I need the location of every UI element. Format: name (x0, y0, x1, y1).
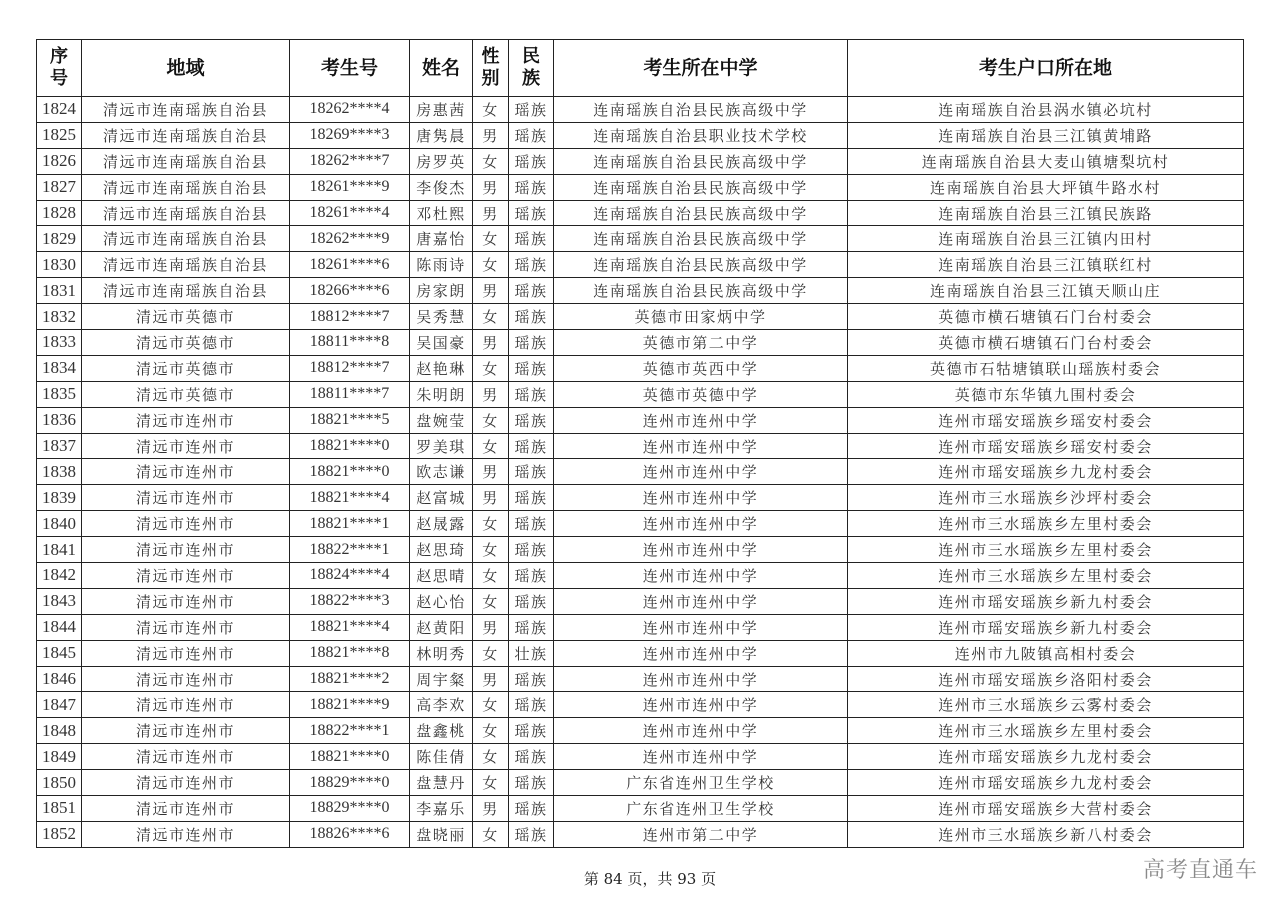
cell-school: 连州市连州中学 (554, 407, 848, 433)
cell-ethnicity: 瑶族 (509, 252, 554, 278)
cell-school: 广东省连州卫生学校 (554, 796, 848, 822)
cell-exam-id: 18261****9 (290, 174, 410, 200)
cell-household: 连州市瑶安瑶族乡洛阳村委会 (848, 666, 1244, 692)
cell-school: 连州市连州中学 (554, 588, 848, 614)
cell-region: 清远市连州市 (82, 563, 290, 589)
cell-gender: 女 (473, 640, 509, 666)
cell-household: 连州市瑶安瑶族乡瑶安村委会 (848, 433, 1244, 459)
cell-name: 陈雨诗 (410, 252, 473, 278)
table-header-row (37, 40, 1244, 97)
table-row (37, 304, 1244, 330)
cell-gender: 女 (473, 355, 509, 381)
cell-ethnicity: 瑶族 (509, 174, 554, 200)
table-row (37, 796, 1244, 822)
cell-seq: 1850 (37, 770, 82, 796)
cell-region: 清远市连州市 (82, 407, 290, 433)
cell-exam-id: 18822****1 (290, 537, 410, 563)
cell-school: 连州市连州中学 (554, 485, 848, 511)
cell-ethnicity: 瑶族 (509, 433, 554, 459)
cell-region: 清远市连南瑶族自治县 (82, 97, 290, 123)
cell-ethnicity: 瑶族 (509, 770, 554, 796)
cell-region: 清远市连州市 (82, 459, 290, 485)
table-row (37, 718, 1244, 744)
cell-exam-id: 18826****6 (290, 821, 410, 847)
cell-gender: 女 (473, 433, 509, 459)
cell-gender: 男 (473, 174, 509, 200)
cell-gender: 女 (473, 407, 509, 433)
cell-exam-id: 18262****9 (290, 226, 410, 252)
cell-region: 清远市英德市 (82, 330, 290, 356)
cell-household: 连州市三水瑶族乡左里村委会 (848, 718, 1244, 744)
cell-seq: 1840 (37, 511, 82, 537)
cell-gender: 女 (473, 537, 509, 563)
cell-exam-id: 18821****5 (290, 407, 410, 433)
cell-gender: 男 (473, 796, 509, 822)
header-seq-label: 序号 (50, 46, 68, 89)
cell-name: 朱明朗 (410, 381, 473, 407)
cell-ethnicity: 瑶族 (509, 821, 554, 847)
table-body (37, 97, 1244, 848)
cell-seq: 1843 (37, 588, 82, 614)
cell-seq: 1848 (37, 718, 82, 744)
cell-region: 清远市连州市 (82, 511, 290, 537)
cell-gender: 男 (473, 666, 509, 692)
cell-ethnicity: 瑶族 (509, 304, 554, 330)
cell-school: 连州市连州中学 (554, 718, 848, 744)
cell-school: 连州市连州中学 (554, 511, 848, 537)
cell-household: 连州市瑶安瑶族乡瑶安村委会 (848, 407, 1244, 433)
cell-name: 房罗英 (410, 148, 473, 174)
cell-ethnicity: 瑶族 (509, 226, 554, 252)
table-row (37, 407, 1244, 433)
cell-region: 清远市连南瑶族自治县 (82, 252, 290, 278)
table-row (37, 692, 1244, 718)
cell-seq: 1831 (37, 278, 82, 304)
cell-seq: 1825 (37, 122, 82, 148)
cell-school: 连州市连州中学 (554, 692, 848, 718)
cell-school: 连州市连州中学 (554, 640, 848, 666)
cell-seq: 1835 (37, 381, 82, 407)
cell-school: 连南瑶族自治县民族高级中学 (554, 97, 848, 123)
cell-region: 清远市连州市 (82, 770, 290, 796)
table-row (37, 770, 1244, 796)
cell-region: 清远市英德市 (82, 355, 290, 381)
cell-name: 房惠茜 (410, 97, 473, 123)
cell-ethnicity: 瑶族 (509, 407, 554, 433)
cell-household: 连州市三水瑶族乡云雾村委会 (848, 692, 1244, 718)
cell-exam-id: 18812****7 (290, 355, 410, 381)
cell-region: 清远市连州市 (82, 614, 290, 640)
cell-seq: 1845 (37, 640, 82, 666)
header-region: 地域 (82, 40, 290, 97)
cell-school: 连州市连州中学 (554, 744, 848, 770)
cell-household: 连南瑶族自治县三江镇天顺山庄 (848, 278, 1244, 304)
cell-seq: 1841 (37, 537, 82, 563)
cell-household: 英德市东华镇九围村委会 (848, 381, 1244, 407)
cell-region: 清远市连南瑶族自治县 (82, 148, 290, 174)
cell-region: 清远市连州市 (82, 666, 290, 692)
cell-name: 赵晟露 (410, 511, 473, 537)
cell-region: 清远市连州市 (82, 640, 290, 666)
cell-school: 连南瑶族自治县民族高级中学 (554, 200, 848, 226)
cell-household: 连南瑶族自治县大麦山镇塘梨坑村 (848, 148, 1244, 174)
cell-gender: 男 (473, 330, 509, 356)
cell-school: 英德市英西中学 (554, 355, 848, 381)
table-row (37, 640, 1244, 666)
table-row (37, 588, 1244, 614)
cell-seq: 1852 (37, 821, 82, 847)
header-gender (473, 40, 509, 97)
cell-exam-id: 18822****1 (290, 718, 410, 744)
cell-name: 赵思晴 (410, 563, 473, 589)
cell-gender: 女 (473, 226, 509, 252)
cell-exam-id: 18821****4 (290, 614, 410, 640)
cell-ethnicity: 瑶族 (509, 796, 554, 822)
header-name: 姓名 (410, 40, 473, 97)
cell-region: 清远市英德市 (82, 381, 290, 407)
cell-seq: 1830 (37, 252, 82, 278)
cell-name: 唐隽晨 (410, 122, 473, 148)
cell-name: 邓杜熙 (410, 200, 473, 226)
cell-gender: 男 (473, 614, 509, 640)
cell-household: 连南瑶族自治县三江镇联红村 (848, 252, 1244, 278)
cell-school: 连州市连州中学 (554, 537, 848, 563)
cell-ethnicity: 瑶族 (509, 511, 554, 537)
cell-household: 连南瑶族自治县涡水镇必坑村 (848, 97, 1244, 123)
cell-exam-id: 18821****2 (290, 666, 410, 692)
cell-seq: 1834 (37, 355, 82, 381)
cell-name: 盘婉莹 (410, 407, 473, 433)
table-row (37, 666, 1244, 692)
cell-seq: 1836 (37, 407, 82, 433)
cell-seq: 1838 (37, 459, 82, 485)
cell-ethnicity: 瑶族 (509, 278, 554, 304)
cell-household: 连南瑶族自治县三江镇民族路 (848, 200, 1244, 226)
cell-gender: 女 (473, 588, 509, 614)
cell-name: 周宇粲 (410, 666, 473, 692)
header-ethnicity-label: 民族 (522, 46, 540, 89)
cell-name: 唐嘉怡 (410, 226, 473, 252)
table-row (37, 744, 1244, 770)
cell-exam-id: 18821****8 (290, 640, 410, 666)
cell-exam-id: 18829****0 (290, 770, 410, 796)
cell-name: 林明秀 (410, 640, 473, 666)
cell-ethnicity: 瑶族 (509, 537, 554, 563)
cell-ethnicity: 瑶族 (509, 563, 554, 589)
cell-exam-id: 18821****0 (290, 744, 410, 770)
cell-household: 连南瑶族自治县大坪镇牛路水村 (848, 174, 1244, 200)
cell-name: 陈佳倩 (410, 744, 473, 770)
cell-gender: 女 (473, 304, 509, 330)
header-gender-label: 性别 (481, 46, 500, 89)
cell-exam-id: 18811****8 (290, 330, 410, 356)
cell-household: 连州市三水瑶族乡新八村委会 (848, 821, 1244, 847)
cell-ethnicity: 瑶族 (509, 485, 554, 511)
cell-seq: 1833 (37, 330, 82, 356)
cell-gender: 男 (473, 485, 509, 511)
table-row (37, 200, 1244, 226)
table-row (37, 174, 1244, 200)
brand-watermark: 高考直通车 (1143, 858, 1259, 883)
cell-exam-id: 18829****0 (290, 796, 410, 822)
cell-gender: 女 (473, 148, 509, 174)
cell-school: 连州市连州中学 (554, 614, 848, 640)
cell-name: 罗美琪 (410, 433, 473, 459)
cell-exam-id: 18821****0 (290, 433, 410, 459)
cell-name: 吴秀慧 (410, 304, 473, 330)
cell-exam-id: 18262****7 (290, 148, 410, 174)
cell-region: 清远市连州市 (82, 718, 290, 744)
cell-region: 清远市连州市 (82, 744, 290, 770)
cell-name: 吴国豪 (410, 330, 473, 356)
cell-region: 清远市连州市 (82, 588, 290, 614)
cell-school: 连南瑶族自治县民族高级中学 (554, 148, 848, 174)
cell-seq: 1828 (37, 200, 82, 226)
cell-exam-id: 18821****1 (290, 511, 410, 537)
cell-school: 连南瑶族自治县民族高级中学 (554, 252, 848, 278)
cell-household: 连州市三水瑶族乡沙坪村委会 (848, 485, 1244, 511)
cell-school: 连南瑶族自治县民族高级中学 (554, 226, 848, 252)
cell-gender: 男 (473, 381, 509, 407)
cell-region: 清远市连州市 (82, 821, 290, 847)
cell-school: 连州市连州中学 (554, 666, 848, 692)
table-row (37, 122, 1244, 148)
student-roster-table (36, 39, 1244, 848)
cell-household: 连州市瑶安瑶族乡大营村委会 (848, 796, 1244, 822)
cell-household: 连州市九陂镇高相村委会 (848, 640, 1244, 666)
cell-seq: 1842 (37, 563, 82, 589)
table-row (37, 563, 1244, 589)
cell-exam-id: 18822****3 (290, 588, 410, 614)
cell-school: 连南瑶族自治县职业技术学校 (554, 122, 848, 148)
cell-region: 清远市连州市 (82, 433, 290, 459)
cell-ethnicity: 壮族 (509, 640, 554, 666)
cell-name: 房家朗 (410, 278, 473, 304)
cell-household: 英德市石牯塘镇联山瑶族村委会 (848, 355, 1244, 381)
cell-seq: 1826 (37, 148, 82, 174)
cell-seq: 1849 (37, 744, 82, 770)
cell-name: 赵思琦 (410, 537, 473, 563)
cell-ethnicity: 瑶族 (509, 666, 554, 692)
table-row (37, 433, 1244, 459)
cell-seq: 1846 (37, 666, 82, 692)
cell-gender: 女 (473, 252, 509, 278)
cell-ethnicity: 瑶族 (509, 614, 554, 640)
cell-region: 清远市连州市 (82, 485, 290, 511)
cell-gender: 女 (473, 563, 509, 589)
header-ethnicity (509, 40, 554, 97)
cell-region: 清远市连南瑶族自治县 (82, 226, 290, 252)
cell-exam-id: 18824****4 (290, 563, 410, 589)
cell-exam-id: 18821****9 (290, 692, 410, 718)
cell-exam-id: 18821****4 (290, 485, 410, 511)
cell-household: 连州市三水瑶族乡左里村委会 (848, 511, 1244, 537)
cell-name: 盘晓丽 (410, 821, 473, 847)
cell-gender: 女 (473, 97, 509, 123)
cell-exam-id: 18269****3 (290, 122, 410, 148)
cell-school: 英德市第二中学 (554, 330, 848, 356)
cell-seq: 1844 (37, 614, 82, 640)
table-row (37, 459, 1244, 485)
cell-household: 连州市瑶安瑶族乡九龙村委会 (848, 770, 1244, 796)
table-row (37, 226, 1244, 252)
cell-school: 连州市连州中学 (554, 433, 848, 459)
table-row (37, 148, 1244, 174)
cell-name: 李俊杰 (410, 174, 473, 200)
cell-household: 连州市瑶安瑶族乡九龙村委会 (848, 744, 1244, 770)
cell-seq: 1827 (37, 174, 82, 200)
cell-household: 连州市瑶安瑶族乡新九村委会 (848, 588, 1244, 614)
cell-exam-id: 18812****7 (290, 304, 410, 330)
page-number-footer: 第 84 页，共 93 页 (583, 870, 717, 888)
header-household: 考生户口所在地 (848, 40, 1244, 97)
cell-gender: 女 (473, 744, 509, 770)
cell-ethnicity: 瑶族 (509, 744, 554, 770)
cell-seq: 1847 (37, 692, 82, 718)
cell-ethnicity: 瑶族 (509, 148, 554, 174)
cell-ethnicity: 瑶族 (509, 97, 554, 123)
cell-ethnicity: 瑶族 (509, 330, 554, 356)
cell-household: 连州市瑶安瑶族乡九龙村委会 (848, 459, 1244, 485)
table-row (37, 381, 1244, 407)
cell-gender: 女 (473, 692, 509, 718)
cell-school: 连南瑶族自治县民族高级中学 (554, 278, 848, 304)
cell-seq: 1851 (37, 796, 82, 822)
table-row (37, 614, 1244, 640)
cell-name: 高李欢 (410, 692, 473, 718)
cell-exam-id: 18821****0 (290, 459, 410, 485)
cell-school: 连州市连州中学 (554, 459, 848, 485)
cell-seq: 1832 (37, 304, 82, 330)
cell-exam-id: 18261****6 (290, 252, 410, 278)
cell-gender: 女 (473, 511, 509, 537)
cell-ethnicity: 瑶族 (509, 355, 554, 381)
cell-exam-id: 18811****7 (290, 381, 410, 407)
cell-gender: 女 (473, 718, 509, 744)
cell-household: 连南瑶族自治县三江镇黄埔路 (848, 122, 1244, 148)
cell-seq: 1837 (37, 433, 82, 459)
cell-seq: 1824 (37, 97, 82, 123)
cell-region: 清远市连州市 (82, 796, 290, 822)
cell-gender: 男 (473, 122, 509, 148)
cell-household: 连州市三水瑶族乡左里村委会 (848, 537, 1244, 563)
cell-household: 英德市横石塘镇石门台村委会 (848, 304, 1244, 330)
cell-gender: 男 (473, 278, 509, 304)
cell-exam-id: 18262****4 (290, 97, 410, 123)
table-row (37, 537, 1244, 563)
cell-ethnicity: 瑶族 (509, 718, 554, 744)
cell-gender: 男 (473, 200, 509, 226)
cell-school: 连南瑶族自治县民族高级中学 (554, 174, 848, 200)
cell-ethnicity: 瑶族 (509, 122, 554, 148)
cell-household: 连州市三水瑶族乡左里村委会 (848, 563, 1244, 589)
cell-region: 清远市英德市 (82, 304, 290, 330)
cell-region: 清远市连南瑶族自治县 (82, 174, 290, 200)
cell-ethnicity: 瑶族 (509, 459, 554, 485)
cell-region: 清远市连州市 (82, 692, 290, 718)
cell-household: 连州市瑶安瑶族乡新九村委会 (848, 614, 1244, 640)
cell-region: 清远市连州市 (82, 537, 290, 563)
header-school: 考生所在中学 (554, 40, 848, 97)
table-row (37, 278, 1244, 304)
cell-region: 清远市连南瑶族自治县 (82, 200, 290, 226)
cell-exam-id: 18266****6 (290, 278, 410, 304)
cell-ethnicity: 瑶族 (509, 692, 554, 718)
cell-gender: 男 (473, 459, 509, 485)
cell-gender: 女 (473, 770, 509, 796)
cell-name: 赵黄阳 (410, 614, 473, 640)
cell-school: 连州市第二中学 (554, 821, 848, 847)
cell-seq: 1839 (37, 485, 82, 511)
table-row (37, 485, 1244, 511)
cell-household: 连南瑶族自治县三江镇内田村 (848, 226, 1244, 252)
cell-region: 清远市连南瑶族自治县 (82, 122, 290, 148)
header-exam-id: 考生号 (290, 40, 410, 97)
table-row (37, 821, 1244, 847)
cell-name: 赵富城 (410, 485, 473, 511)
cell-name: 赵心怡 (410, 588, 473, 614)
cell-name: 赵艳琳 (410, 355, 473, 381)
cell-school: 英德市英德中学 (554, 381, 848, 407)
table-row (37, 355, 1244, 381)
cell-school: 英德市田家炳中学 (554, 304, 848, 330)
cell-school: 广东省连州卫生学校 (554, 770, 848, 796)
cell-seq: 1829 (37, 226, 82, 252)
cell-region: 清远市连南瑶族自治县 (82, 278, 290, 304)
cell-ethnicity: 瑶族 (509, 200, 554, 226)
table-row (37, 97, 1244, 123)
table-row (37, 330, 1244, 356)
cell-name: 盘慧丹 (410, 770, 473, 796)
table-row (37, 511, 1244, 537)
cell-school: 连州市连州中学 (554, 563, 848, 589)
cell-household: 英德市横石塘镇石门台村委会 (848, 330, 1244, 356)
cell-gender: 女 (473, 821, 509, 847)
cell-ethnicity: 瑶族 (509, 588, 554, 614)
cell-exam-id: 18261****4 (290, 200, 410, 226)
cell-name: 盘鑫桃 (410, 718, 473, 744)
header-seq (37, 40, 82, 97)
cell-ethnicity: 瑶族 (509, 381, 554, 407)
cell-name: 李嘉乐 (410, 796, 473, 822)
cell-name: 欧志谦 (410, 459, 473, 485)
table-row (37, 252, 1244, 278)
